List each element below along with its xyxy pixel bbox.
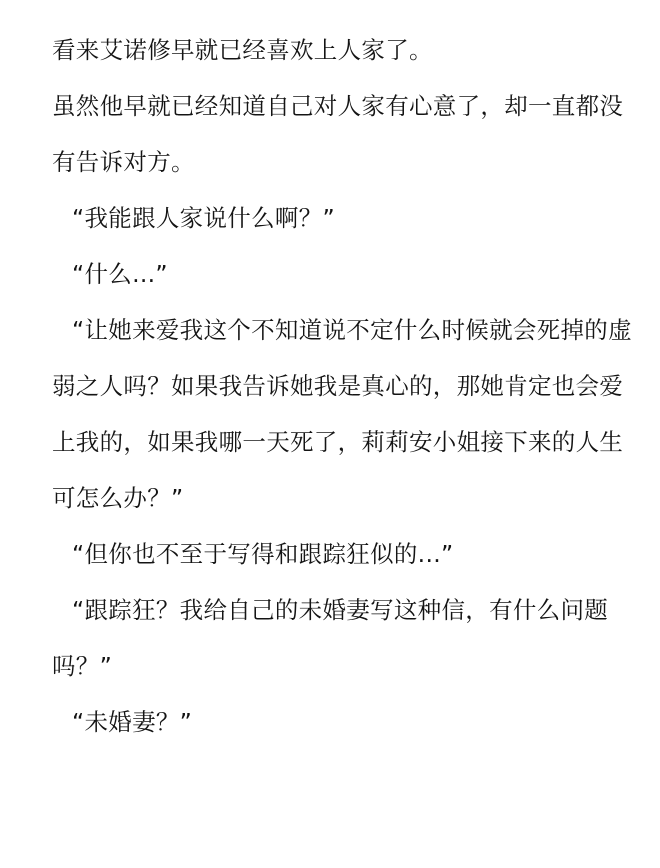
paragraph: 看来艾诺修早就已经喜欢上人家了。: [52, 36, 433, 64]
paragraph: “但你也不至于写得和跟踪狂似的...”: [72, 540, 454, 568]
paragraph: “让她来爱我这个不知道说不定什么时候就会死掉的虚弱之人吗？如果我告诉她我是真心的，那她肯定也会爱上我的，如果我哪一天死了，莉莉安小姐接下来的人生可怎么办？”: [52, 316, 632, 512]
paragraph: “跟踪狂？我给自己的未婚妻写这种信，有什么问题吗？”: [52, 596, 609, 680]
paragraph: “未婚妻？”: [72, 708, 193, 736]
paragraph: “什么...”: [72, 260, 168, 288]
paragraph: 虽然他早就已经知道自己对人家有心意了，却一直都没有告诉对方。: [52, 92, 624, 176]
paragraph: “我能跟人家说什么啊？”: [72, 204, 335, 232]
